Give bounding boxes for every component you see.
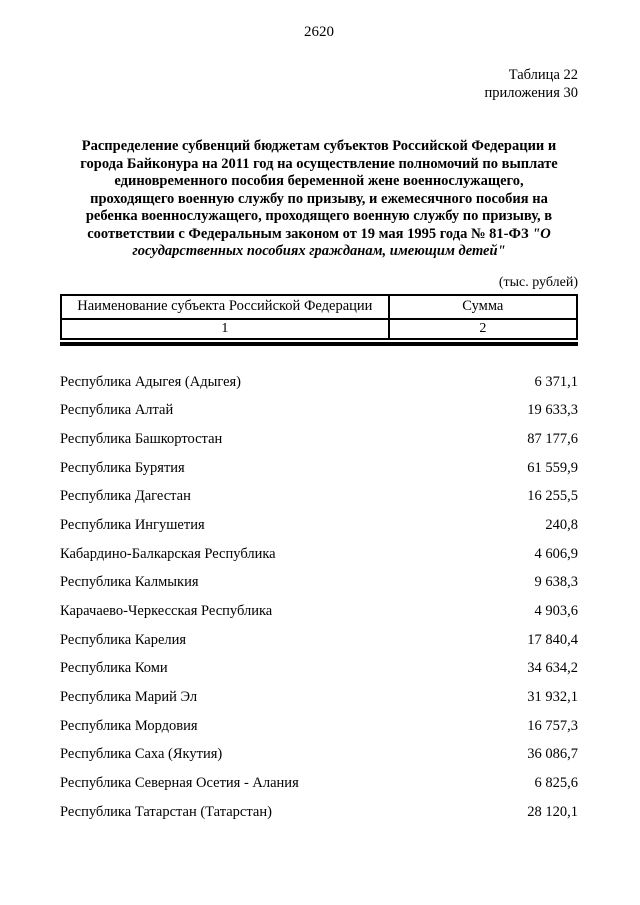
table-row xyxy=(60,516,578,534)
table-row xyxy=(60,717,578,735)
annex-label: приложения 30 xyxy=(484,84,578,101)
subject-amount: 6 825,6 xyxy=(534,775,578,792)
subject-name: Республика Коми xyxy=(60,660,168,677)
column-header-subject: Наименование субъекта Российской Федерации xyxy=(61,295,389,319)
header-divider xyxy=(60,342,578,346)
subject-amount: 16 255,5 xyxy=(527,488,578,505)
table-row xyxy=(60,602,578,620)
subject-name: Республика Марий Эл xyxy=(60,689,198,706)
subject-amount: 36 086,7 xyxy=(527,746,578,763)
table-row xyxy=(60,487,578,505)
subject-amount: 240,8 xyxy=(545,516,578,533)
table-row xyxy=(60,631,578,649)
column-number-2: 2 xyxy=(389,319,577,339)
title-law-name: "О государственных пособиях гражданам, имеющим детей" xyxy=(132,225,551,259)
page-number: 2620 xyxy=(304,24,334,40)
subject-name: Республика Татарстан (Татарстан) xyxy=(60,803,272,820)
table-row xyxy=(60,745,578,763)
subject-name: Республика Бурятия xyxy=(60,459,185,476)
subject-name: Кабардино-Балкарская Республика xyxy=(60,545,276,562)
subject-name: Республика Адыгея (Адыгея) xyxy=(60,373,242,390)
subject-name: Республика Алтай xyxy=(60,402,174,419)
subject-name: Республика Карелия xyxy=(60,631,187,648)
subject-amount: 61 559,9 xyxy=(527,459,578,476)
subject-name: Республика Мордовия xyxy=(60,717,198,734)
document-title xyxy=(80,138,558,261)
subject-amount: 4 903,6 xyxy=(534,603,578,619)
subject-amount: 16 757,3 xyxy=(527,717,578,734)
title-main: Распределение субвенций бюджетам субъектов Российской Федерации и города Байконура на 2011 год на осуществление полномочий по выплате единовременного пособия беременной жене военнослужащего, проходящего военную службу по призыву, и ежемесячного пособия на ребенка военнослужащего, проходящего военную службу по призыву, в соответствии с Федеральным законом от 19 мая 1995 года № 81-ФЗ xyxy=(80,138,558,242)
column-header-sum: Сумма xyxy=(389,295,577,319)
subject-amount: 4 606,9 xyxy=(534,545,578,562)
subject-amount: 28 120,1 xyxy=(527,803,578,820)
subject-amount: 34 634,2 xyxy=(527,660,578,677)
column-number-1: 1 xyxy=(61,319,389,339)
table-row xyxy=(60,430,578,448)
reference-block xyxy=(60,67,578,102)
subject-name: Республика Башкортостан xyxy=(60,430,223,447)
subject-name: Республика Ингушетия xyxy=(60,516,205,533)
table-label: Таблица 22 xyxy=(508,67,578,83)
table-row xyxy=(60,803,578,821)
subject-amount: 17 840,4 xyxy=(527,631,578,648)
subject-amount: 87 177,6 xyxy=(527,430,578,447)
table-row xyxy=(60,545,578,563)
column-number-row xyxy=(61,319,577,339)
table-header xyxy=(60,294,578,340)
subject-name: Республика Саха (Якутия) xyxy=(60,746,223,763)
subject-name: Карачаево-Черкесская Республика xyxy=(60,603,273,619)
table-row xyxy=(60,774,578,792)
table-row xyxy=(60,688,578,706)
table-row xyxy=(60,459,578,477)
table-row xyxy=(60,373,578,391)
subject-amount: 31 932,1 xyxy=(527,689,578,706)
subject-name: Республика Дагестан xyxy=(60,488,191,505)
subject-amount: 9 638,3 xyxy=(534,574,578,591)
header-row xyxy=(61,295,577,319)
table-row xyxy=(60,401,578,419)
subject-rows xyxy=(60,373,578,821)
subject-amount: 6 371,1 xyxy=(534,373,578,390)
table-row xyxy=(60,659,578,677)
subject-name: Республика Северная Осетия - Алания xyxy=(60,775,299,792)
subject-name: Республика Калмыкия xyxy=(60,574,199,591)
subject-amount: 19 633,3 xyxy=(527,402,578,419)
table-row xyxy=(60,573,578,591)
units-note: (тыс. рублей) xyxy=(498,274,578,290)
